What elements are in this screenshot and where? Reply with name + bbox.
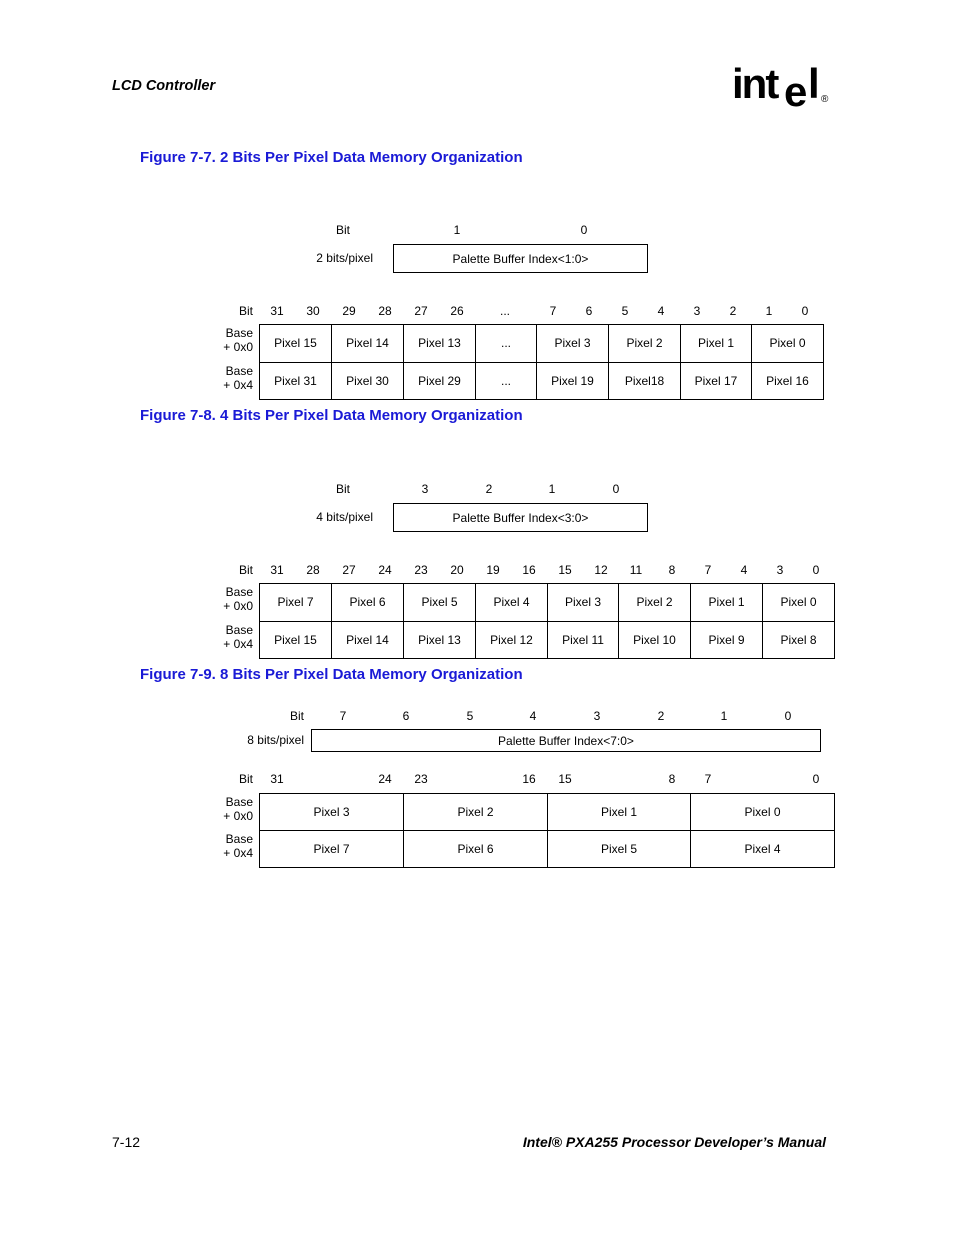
- index-bit-number: 3: [593, 709, 601, 723]
- bit-header-label: Bit: [335, 482, 351, 496]
- figure-7-8-caption: Figure 7-8. 4 Bits Per Pixel Data Memory Organization: [140, 407, 523, 424]
- row-base-text: Base: [225, 622, 253, 637]
- row-base-text: Base: [225, 795, 253, 809]
- index-bit-number: 7: [339, 709, 347, 723]
- row-offset-text: + 0x0: [223, 809, 253, 823]
- pixel-cell: [762, 621, 835, 660]
- pixel-cell-text: ...: [500, 336, 511, 351]
- pixel-cell-text: ...: [500, 373, 511, 388]
- pixel-cell: [331, 324, 404, 363]
- pixel-cell-text: Pixel 19: [551, 373, 594, 388]
- pixel-cell: [608, 362, 681, 401]
- memory-bit-number: 7: [704, 772, 712, 786]
- memory-bit-number: 0: [812, 563, 820, 577]
- index-bit-number: 1: [720, 709, 728, 723]
- pixel-cell-text: Pixel 30: [346, 373, 389, 388]
- memory-bit-number: 0: [801, 304, 809, 318]
- manual-title: Intel® PXA255 Processor Developer’s Manual: [522, 1134, 826, 1150]
- memory-bit-label: Bit: [238, 563, 254, 577]
- memory-bit-number: 24: [378, 563, 392, 577]
- pixel-cell: [751, 362, 824, 401]
- pixel-cell: [403, 583, 476, 622]
- index-bit-number: 0: [784, 709, 792, 723]
- svg-text:e: e: [784, 68, 808, 115]
- pixel-cell-text: Pixel 9: [708, 632, 745, 647]
- pixel-cell-text: Pixel 5: [421, 595, 458, 610]
- figure-7-7-caption: Figure 7-7. 2 Bits Per Pixel Data Memory Organization: [140, 149, 523, 166]
- bits-per-pixel-label: 4 bits/pixel: [316, 510, 373, 524]
- row-base-text: Base: [225, 585, 253, 599]
- pixel-cell-text: Pixel 0: [780, 595, 817, 610]
- pixel-cell: [547, 583, 619, 622]
- palette-index-box: [393, 503, 648, 532]
- pixel-cell-text: Pixel 8: [780, 632, 817, 647]
- pixel-cell-text: Pixel 15: [274, 336, 317, 351]
- pixel-cell-text: Pixel 17: [694, 373, 738, 388]
- pixel-cell: [680, 362, 752, 401]
- memory-bit-number: 23: [414, 772, 428, 786]
- pixel-cell: [475, 362, 537, 401]
- pixel-cell-text: Pixel 2: [626, 336, 663, 351]
- pixel-cell-text: Pixel 3: [564, 595, 602, 610]
- index-bit-number: 4: [529, 709, 537, 723]
- pixel-cell: [547, 621, 619, 660]
- index-bit-number: 2: [485, 482, 493, 496]
- registered-mark: ®: [821, 94, 829, 105]
- memory-bit-number: 16: [522, 772, 536, 786]
- memory-bit-number: 27: [414, 304, 428, 318]
- pixel-cell-text: Pixel 12: [490, 632, 533, 647]
- pixel-cell: [475, 621, 548, 660]
- section-title: LCD Controller: [112, 78, 216, 94]
- pixel-cell: [690, 583, 763, 622]
- pixel-cell: [475, 583, 548, 622]
- pixel-cell: [403, 362, 476, 401]
- row-offset-text: + 0x0: [223, 599, 253, 613]
- row-address-label: [223, 585, 253, 613]
- intel-logo: [732, 58, 832, 118]
- pixel-cell: [331, 583, 404, 622]
- pixel-cell: [618, 583, 691, 622]
- pixel-cell: [690, 793, 835, 831]
- pixel-cell: [547, 793, 691, 831]
- memory-bit-number: 11: [629, 563, 643, 577]
- pixel-cell: [259, 793, 404, 831]
- memory-bit-label: Bit: [238, 772, 254, 786]
- memory-bit-number: 19: [486, 563, 500, 577]
- pixel-cell-text: Pixel 2: [636, 595, 673, 610]
- row-base-text: Base: [225, 363, 253, 378]
- pixel-cell: [403, 621, 476, 660]
- pixel-cell: [680, 324, 752, 363]
- pixel-cell: [547, 830, 691, 868]
- memory-bit-number: 31: [270, 772, 284, 786]
- pixel-cell-text: Pixel 1: [697, 336, 735, 351]
- row-address-label: [223, 364, 253, 392]
- pixel-cell-text: Pixel 29: [418, 373, 461, 388]
- page-number: 7-12: [112, 1134, 141, 1150]
- memory-bit-number: 15: [558, 563, 572, 577]
- row-offset-text: + 0x4: [223, 636, 253, 651]
- palette-index-text: Palette Buffer Index<7:0>: [498, 733, 634, 748]
- pixel-cell: [259, 324, 332, 363]
- memory-bit-number: 29: [342, 304, 356, 318]
- pixel-cell-text: Pixel 0: [744, 805, 781, 819]
- pixel-cell-text: Pixel 3: [313, 805, 350, 819]
- pixel-cell-text: Pixel 7: [277, 595, 314, 610]
- pixel-cell: [403, 324, 476, 363]
- pixel-cell-text: Pixel 6: [457, 842, 494, 856]
- pixel-cell: [403, 830, 548, 868]
- pixel-cell-text: Pixel 14: [346, 336, 389, 351]
- memory-bit-number: 7: [704, 563, 712, 577]
- palette-index-box: [393, 244, 648, 273]
- index-bit-number: 1: [548, 482, 556, 496]
- pixel-cell: [690, 830, 835, 868]
- memory-bit-number: 5: [621, 304, 629, 318]
- pixel-cell: [331, 621, 404, 660]
- pixel-cell-text: Pixel 10: [633, 632, 676, 647]
- pixel-cell-text: Pixel 4: [744, 842, 781, 856]
- pixel-cell: [751, 324, 824, 363]
- pixel-cell: [536, 324, 609, 363]
- memory-bit-number: ...: [499, 304, 511, 318]
- pixel-cell-text: Pixel 1: [600, 805, 638, 819]
- memory-bit-label: Bit: [238, 304, 254, 318]
- memory-bit-number: 16: [522, 563, 536, 577]
- memory-bit-number: 3: [693, 304, 701, 318]
- pixel-cell-text: Pixel 15: [274, 632, 317, 647]
- memory-bit-number: 30: [306, 304, 320, 318]
- index-bit-number: 6: [402, 709, 410, 723]
- pixel-cell-text: Pixel 4: [493, 595, 530, 610]
- pixel-cell: [331, 362, 404, 401]
- memory-bit-number: 23: [414, 563, 428, 577]
- palette-index-text: Palette Buffer Index<3:0>: [452, 510, 589, 525]
- palette-index-box: [311, 729, 821, 752]
- bits-per-pixel-label: 2 bits/pixel: [316, 251, 373, 265]
- memory-bit-number: 2: [729, 304, 737, 318]
- memory-bit-number: 31: [270, 304, 284, 318]
- pixel-cell: [259, 362, 332, 401]
- memory-bit-number: 3: [776, 563, 784, 577]
- pixel-cell: [762, 583, 835, 622]
- pixel-cell: [618, 621, 691, 660]
- pixel-cell-text: Pixel 6: [349, 595, 386, 610]
- pixel-cell-text: Pixel 0: [769, 336, 806, 351]
- pixel-cell: [690, 621, 763, 660]
- memory-bit-number: 26: [450, 304, 464, 318]
- memory-bit-number: 8: [668, 563, 676, 577]
- row-base-text: Base: [225, 832, 253, 846]
- memory-bit-number: 6: [585, 304, 593, 318]
- pixel-cell: [403, 793, 548, 831]
- memory-bit-number: 4: [657, 304, 665, 318]
- pixel-cell-text: Pixel 31: [274, 373, 317, 388]
- svg-text:l: l: [808, 60, 820, 107]
- pixel-cell: [608, 324, 681, 363]
- bit-header-label: Bit: [289, 709, 305, 723]
- index-bit-number: 3: [421, 482, 429, 496]
- memory-bit-number: 7: [549, 304, 557, 318]
- index-bit-number: 0: [612, 482, 620, 496]
- memory-bit-number: 1: [765, 304, 773, 318]
- pixel-cell-text: Pixel 7: [313, 842, 350, 856]
- svg-text:int: int: [732, 60, 778, 107]
- row-address-label: [223, 795, 253, 823]
- row-offset-text: + 0x4: [223, 846, 253, 860]
- pixel-cell: [259, 621, 332, 660]
- memory-bit-number: 20: [450, 563, 464, 577]
- index-bit-number: 1: [453, 223, 461, 237]
- pixel-cell-text: Pixel 11: [562, 632, 604, 647]
- pixel-cell-text: Pixel 2: [457, 805, 494, 819]
- bit-header-label: Bit: [335, 223, 351, 237]
- memory-bit-number: 8: [668, 772, 676, 786]
- row-address-label: [223, 326, 253, 354]
- index-bit-number: 5: [466, 709, 474, 723]
- row-offset-text: + 0x0: [223, 340, 253, 354]
- pixel-cell: [475, 324, 537, 363]
- index-bit-number: 2: [657, 709, 665, 723]
- bits-per-pixel-label: 8 bits/pixel: [247, 733, 304, 747]
- pixel-cell-text: Pixel 1: [708, 595, 745, 610]
- row-address-label: [223, 832, 253, 860]
- pixel-cell-text: Pixel 13: [418, 336, 461, 351]
- pixel-cell-text: Pixel 16: [766, 373, 809, 388]
- memory-bit-number: 28: [306, 563, 320, 577]
- memory-bit-number: 31: [270, 563, 284, 577]
- memory-bit-number: 27: [342, 563, 356, 577]
- memory-bit-number: 4: [740, 563, 748, 577]
- row-base-text: Base: [225, 326, 253, 340]
- pixel-cell-text: Pixel 13: [418, 632, 461, 647]
- memory-bit-number: 28: [378, 304, 392, 318]
- pixel-cell: [536, 362, 609, 401]
- row-address-label: [223, 623, 253, 651]
- figure-7-9-caption: Figure 7-9. 8 Bits Per Pixel Data Memory Organization: [140, 666, 523, 683]
- pixel-cell-text: Pixel18: [624, 373, 665, 388]
- palette-index-text: Palette Buffer Index<1:0>: [452, 251, 589, 266]
- memory-bit-number: 12: [594, 563, 608, 577]
- memory-bit-number: 0: [812, 772, 820, 786]
- row-offset-text: + 0x4: [223, 377, 253, 392]
- memory-bit-number: 24: [378, 772, 392, 786]
- pixel-cell-text: Pixel 3: [554, 336, 591, 351]
- pixel-cell-text: Pixel 5: [600, 842, 638, 856]
- index-bit-number: 0: [580, 223, 588, 237]
- pixel-cell: [259, 830, 404, 868]
- memory-bit-number: 15: [558, 772, 572, 786]
- pixel-cell-text: Pixel 14: [346, 632, 389, 647]
- pixel-cell: [259, 583, 332, 622]
